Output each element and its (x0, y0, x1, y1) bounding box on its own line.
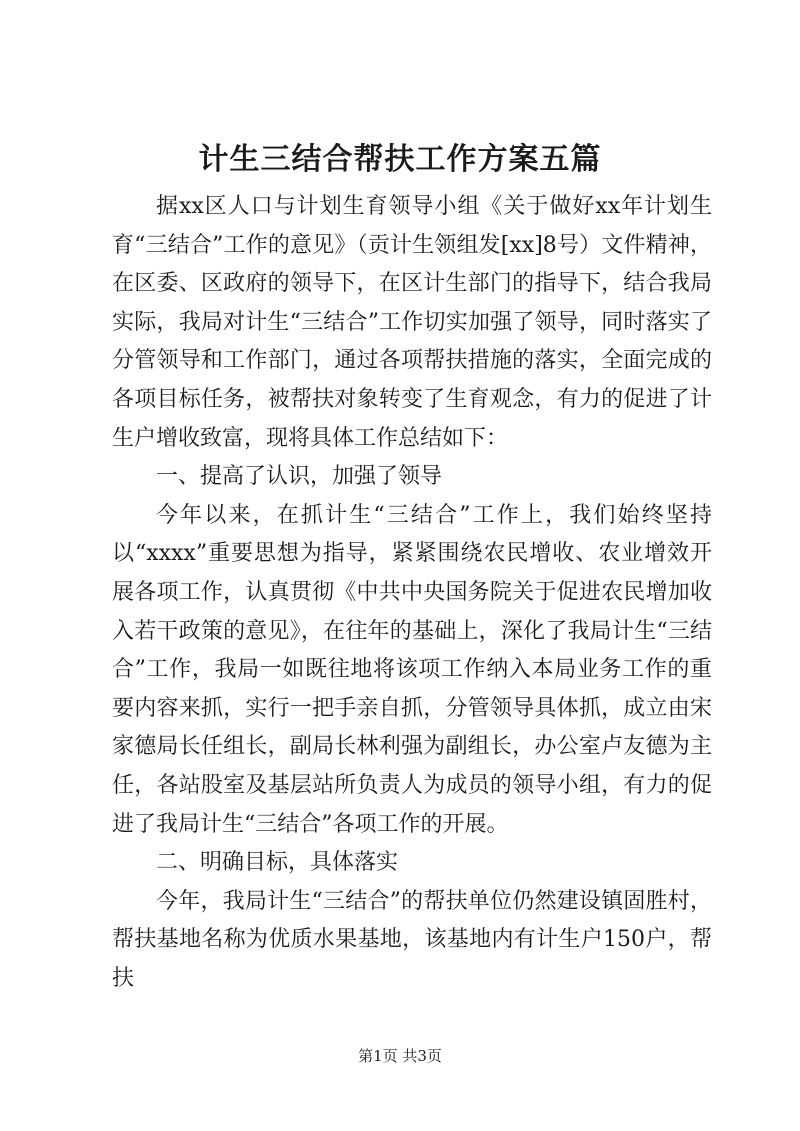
document-body (112, 188, 712, 998)
section-heading-1: 一、提高了认识，加强了领导 (156, 464, 443, 490)
paragraph-section-2: 今年，我局计生“三结合”的帮扶单位仍然建设镇固胜村，帮扶基地名称为优质水果基地，该基地内有计生户150户，帮扶 (112, 888, 712, 991)
section-heading-2: 二、明确目标，具体落实 (156, 850, 399, 876)
document-title: 计生三结合帮扶工作方案五篇 (198, 142, 602, 177)
paragraph-intro: 据xx区人口与计划生育领导小组《关于做好xx年计划生育“三结合”工作的意见》（贡计生领组发[xx]8号）文件精神，在区委、区政府的领导下，在区计生部门的指导下，结合我局实际，我局对计生“三结合”工作切实加强了领导，同时落实了分管领导和工作部门，通过各项帮扶措施的落实，全面完成的各项目标任务，被帮扶对象转变了生育观念，有力的促进了计生户增收致富，现将具体工作总结如下： (112, 194, 712, 451)
page-number-footer: 第1页 共3页 (358, 1047, 442, 1065)
paragraph-section-1: 今年以来，在抓计生“三结合”工作上，我们始终坚持以“xxxx”重要思想为指导，紧紧围绕农民增收、农业增效开展各项工作，认真贯彻《中共中央国务院关于促进农民增加收入若干政策的意见》，在往年的基础上，深化了我局计生“三结合”工作，我局一如既往地将该项工作纳入本局业务工作的重要内容来抓，实行一把手亲自抓，分管领导具体抓，成立由宋家德局长任组长，副局长林利强为副组长，办公室卢友德为主任，各站股室及基层站所负责人为成员的领导小组，有力的促进了我局计生“三结合”各项工作的开展。 (112, 502, 712, 837)
